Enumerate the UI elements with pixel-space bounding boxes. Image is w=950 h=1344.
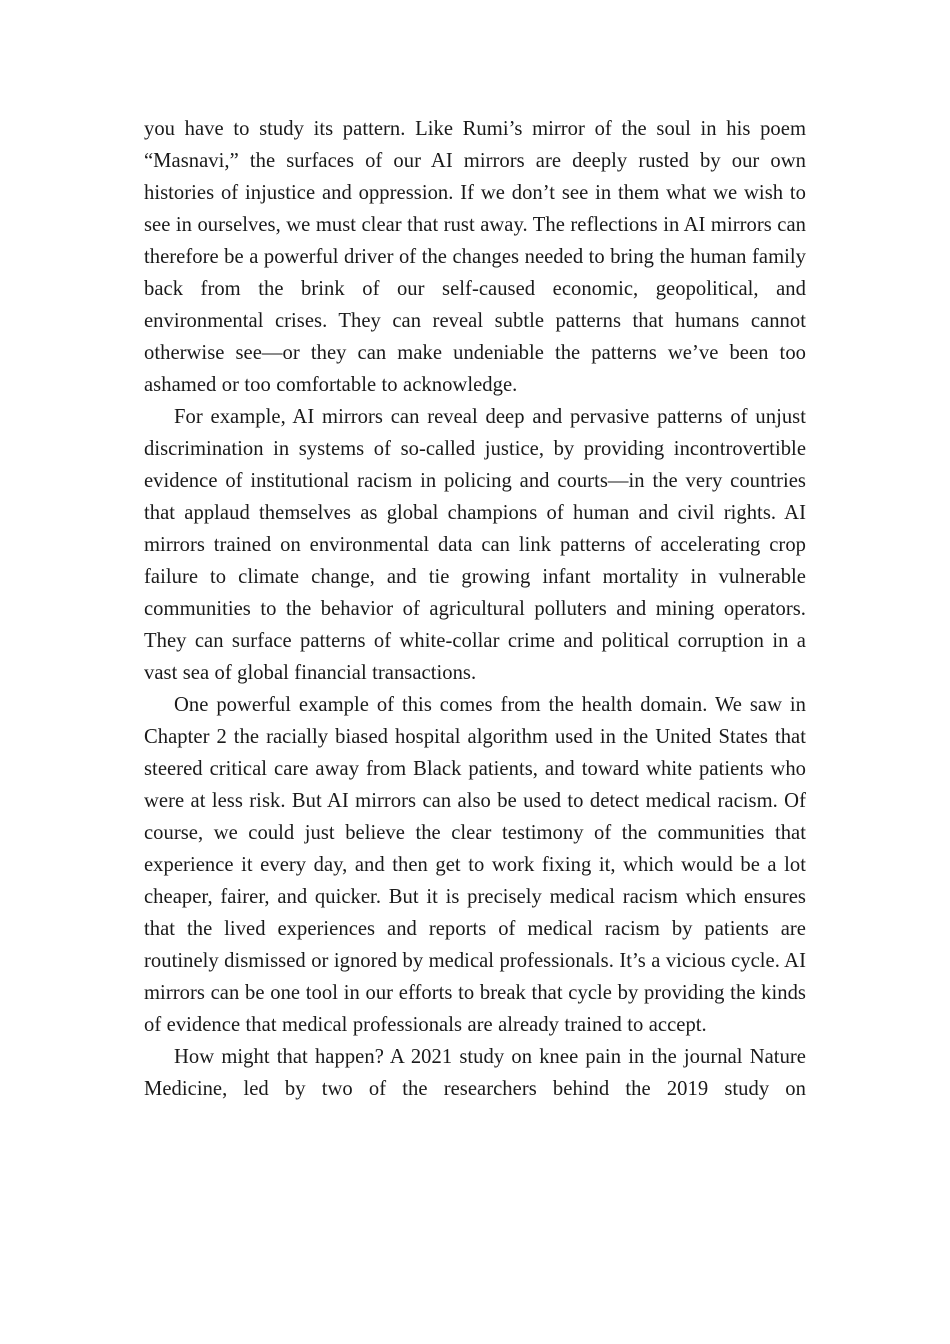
paragraph-3: One powerful example of this comes from the health domain. We saw in Chapter 2 the racially biased hospital algorithm used in the United States that steered critical care away from Black patients, and toward white patients who were at less risk. But AI mirrors can also be used to detect medical racism. Of course, we could just believe the clear testimony of the communities that experience it every day, and then get to work fixing it, which would be a lot cheaper, fairer, and quicker. But it is precisely medical racism which ensures that the lived experiences and reports of medical racism by patients are routinely dismissed or ignored by medical professionals. It’s a vicious cycle. AI mirrors can be one tool in our efforts to break that cycle by providing the kinds of evidence that medical professionals are already trained to accept. <box>144 694 806 1036</box>
body-text-column <box>144 113 806 1137</box>
paragraph-1: you have to study its pattern. Like Rumi’s mirror of the soul in his poem “Masnavi,” the surfaces of our AI mirrors are deeply rusted by our own histories of injustice and oppression. If we don’t see in them what we wish to see in ourselves, we must clear that rust away. The reflections in AI mirrors can therefore be a powerful driver of the changes needed to bring the human family back from the brink of our self-caused economic, geopolitical, and environmental crises. They can reveal subtle patterns that humans cannot otherwise see—or they can make undeniable the patterns we’ve been too ashamed or too comfortable to acknowledge. <box>144 118 806 396</box>
paragraph-2: For example, AI mirrors can reveal deep and pervasive patterns of unjust discrimination in systems of so-called justice, by providing incontrovertible evidence of institutional racism in policing and courts—in the very countries that applaud themselves as global champions of human and civil rights. AI mirrors trained on environmental data can link patterns of accelerating crop failure to climate change, and tie growing infant mortality in vulnerable communities to the behavior of agricultural polluters and mining operators. They can surface patterns of white-collar crime and political corruption in a vast sea of global financial transactions. <box>144 406 806 684</box>
paragraph-4: How might that happen? A 2021 study on knee pain in the journal Nature Medicine, led by two of the researchers behind the 2019 study on <box>144 1046 806 1100</box>
